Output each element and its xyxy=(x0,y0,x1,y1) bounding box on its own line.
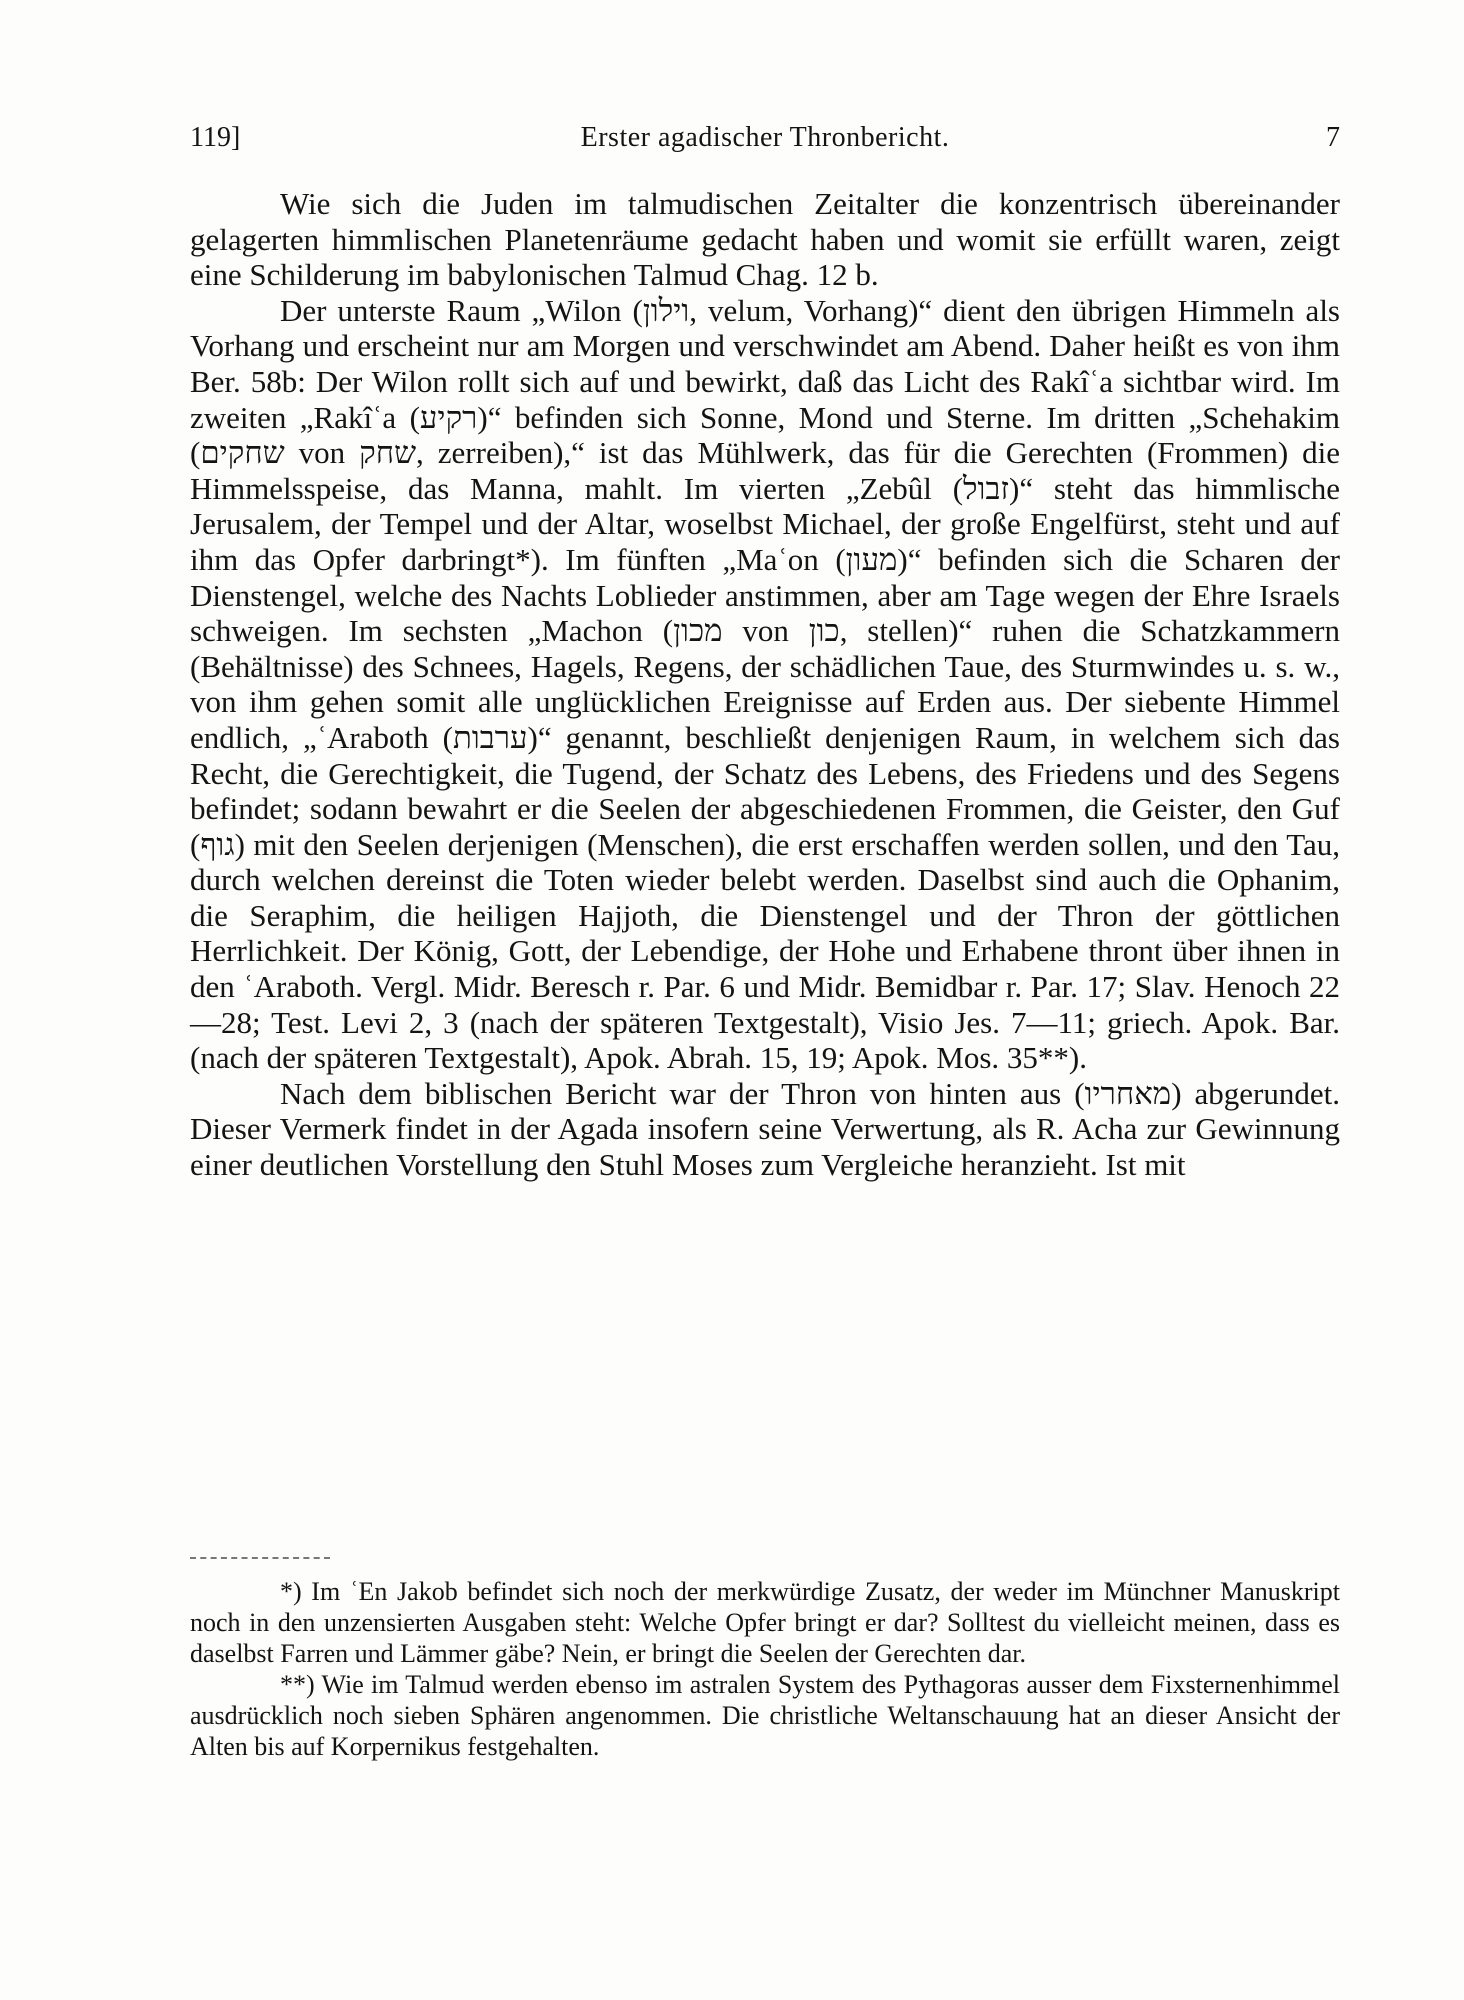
running-title: Erster agadischer Thronbericht. xyxy=(580,122,950,153)
footnote-2: **) Wie im Talmud werden ebenso im astralen System des Pythagoras ausser dem Fixsternenhimmel ausdrücklich noch sieben Sphären angenommen. Die christliche Weltanschauung hat an dieser Ansicht der Alten bis auf Korpernikus festgehalten. xyxy=(190,1670,1340,1761)
page-number-left: 119] xyxy=(190,122,241,153)
main-text xyxy=(190,186,1340,1183)
paragraph-seven-heavens: Der unterste Raum „Wilon (וילון, velum, Vorhang)“ dient den übrigen Himmeln als Vorhang und erscheint nur am Morgen und verschwindet am Abend. Daher heißt es von ihm Ber. 58b: Der Wilon rollt sich auf und bewirkt, daß das Licht des Rakîʿa sichtbar wird. Im zweiten „Rakîʿa (רקיע)“ befinden sich Sonne, Mond und Sterne. Im dritten „Schehakim (שחקים von שחק, zerreiben),“ ist das Mühlwerk, das für die Gerechten (Frommen) die Himmelsspeise, das Manna, mahlt. Im vierten „Zebûl (זבול)“ steht das himmlische Jerusalem, der Tempel und der Altar, woselbst Michael, der große Engelfürst, steht und auf ihm das Opfer darbringt*). Im fünften „Maʿon (מעון)“ befinden sich die Scharen der Dienstengel, welche des Nachts Loblieder anstimmen, aber am Tage wegen der Ehre Israels schweigen. Im sechsten „Machon (מכון von כון, stellen)“ ruhen die Schatzkammern (Behältnisse) des Schnees, Hagels, Regens, der schädlichen Taue, des Sturmwindes u. s. w., von ihm gehen somit alle unglücklichen Ereignisse auf Erden aus. Der siebente Himmel endlich, „ʿAraboth (ערבות)“ genannt, beschließt denjenigen Raum, in welchem sich das Recht, die Gerechtigkeit, die Tugend, der Schatz des Lebens, des Friedens und des Segens befindet; sodann bewahrt er die Seelen der abgeschiedenen Frommen, die Geister, den Guf (גוף) mit den Seelen derjenigen (Menschen), die erst erschaffen werden sollen, und den Tau, durch welchen dereinst die Toten wieder belebt werden. Daselbst sind auch die Ophanim, die Seraphim, die heiligen Hajjoth, die Dienstengel und der Thron der göttlichen Herrlichkeit. Der König, Gott, der Lebendige, der Hohe und Erhabene thront über ihnen in den ʿAraboth. Vergl. Midr. Beresch r. Par. 6 und Midr. Bemidbar r. Par. 17; Slav. Henoch 22—28; Test. Levi 2, 3 (nach der späteren Textgestalt), Visio Jes. 7—11; griech. Apok. Bar. (nach der späteren Textgestalt), Apok. Abrah. 15, 19; Apok. Mos. 35**). xyxy=(190,292,1340,1076)
paragraph-throne: Nach dem biblischen Bericht war der Thron von hinten aus (מאחריו) abgerundet. Dieser Vermerk findet in der Agada insofern seine Verwertung, als R. Acha zur Gewinnung einer deutlichen Vorstellung den Stuhl Moses zum Vergleiche heranzieht. Ist mit xyxy=(190,1075,1340,1183)
running-header xyxy=(190,118,1340,158)
footnote-1: *) Im ʿEn Jakob befindet sich noch der merkwürdige Zusatz, der weder im Münchner Manuskript noch in den unzensierten Ausgaben steht: Welche Opfer bringt er dar? Solltest du vielleicht meinen, dass es daselbst Farren und Lämmer gäbe? Nein, er bringt die Seelen der Gerechten dar. xyxy=(190,1577,1340,1668)
footnotes xyxy=(190,1576,1340,1762)
footnote-separator xyxy=(190,1557,330,1559)
page-number-right: 7 xyxy=(1326,122,1340,153)
paragraph-intro: Wie sich die Juden im talmudischen Zeitalter die konzentrisch übereinander gelagerten himmlischen Planetenräume gedacht haben und womit sie erfüllt waren, zeigt eine Schilderung im babylonischen Talmud Chag. 12 b. xyxy=(190,186,1340,293)
